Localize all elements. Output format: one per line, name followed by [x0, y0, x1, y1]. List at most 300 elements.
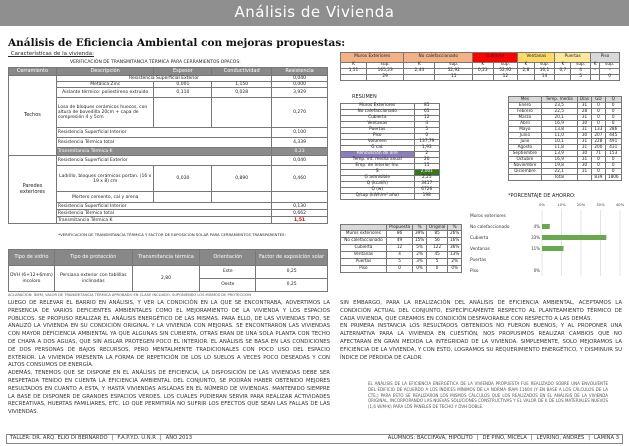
- cell: 0,23: [473, 69, 493, 75]
- savings-bar: [542, 224, 550, 229]
- col-header: Cerramiento: [9, 68, 57, 76]
- cell: 133: [592, 126, 605, 132]
- cell: Enero: [509, 102, 542, 108]
- summary-value: 3417: [414, 182, 439, 188]
- cell: 22,1: [541, 168, 577, 174]
- cell: 2%: [413, 251, 427, 258]
- tick-label: 0%: [538, 202, 546, 207]
- cell: 12: [493, 75, 518, 81]
- cell: 839: [592, 174, 605, 180]
- cell: 16,1: [534, 69, 555, 75]
- data-label: 33%: [531, 235, 540, 240]
- cell: 31: [577, 126, 592, 132]
- glazing-note: ACLARACIÓN: ÍDEM, VALOR DE TRANSMITANCIA TÉRMICA APROBADO EN CLASE INCLUIDO, SUPONIENDO LOS MISMOS DE PROTECCIÓN: [8, 293, 252, 297]
- category-label: Cubierta: [470, 236, 489, 241]
- cell: 1806: [605, 174, 621, 180]
- summary-row: [341, 194, 440, 200]
- row-desc: Resistencia Superficial Interior: [56, 128, 271, 138]
- summary-label: G admisible: [341, 176, 415, 182]
- cell: 0: [605, 114, 621, 120]
- summary-value: 15: [414, 164, 439, 170]
- table-row: [9, 203, 328, 210]
- row-cond: 0,028: [212, 88, 272, 98]
- cell: Total: [541, 174, 577, 180]
- cell: 39%: [413, 230, 427, 237]
- summary-label: G cal.: [341, 146, 415, 152]
- col-header: %: [413, 225, 427, 231]
- paragraph: EN PRIMERA INSTANCIA LOS RESULTADOS OBTENIDOS NO FUERON BUENOS, Y AL PROPONER UNA ALTERNATIVA PARA LA VIVIENDA EN CUESTIÓN, NOS PROPUSIMOS REALIZAR CAMBIOS QUE NO AFECTARAN EN GRAN MEDIDA LA INTEGRIDAD DE LA VIVIENDA. SIMPLEMENTE, SOLO MEJORAMOS LA EFICIENCIA DE LA VIVIENDA, Y CON ESTO, LOGRAMOS SU REQUERIMIENTO ENERGÉTICO, Y DISMINUIR SU ÍNDICE DE PÉRDIDA DE CALOR.: [340, 323, 622, 361]
- data-label: 4%: [533, 224, 540, 229]
- compare-row: [341, 244, 462, 251]
- cell: 13,8: [541, 126, 577, 132]
- cell: Febrero: [509, 108, 542, 114]
- summary-table: [340, 103, 440, 200]
- body-left: [8, 300, 330, 417]
- row-res: 0,040: [272, 156, 328, 166]
- cell: [577, 174, 592, 180]
- cell: 49: [386, 237, 412, 244]
- cell: Puertas: [341, 258, 387, 265]
- summary-value: 0: [414, 134, 439, 140]
- table-row: [9, 217, 328, 224]
- category-label: Muros exteriores: [470, 214, 506, 219]
- sub-header: sup.: [435, 63, 473, 69]
- materials-group-row: [341, 53, 620, 63]
- row-res: 4,339: [272, 138, 328, 148]
- row-res: 0,662: [272, 210, 328, 217]
- cell: 200: [592, 144, 605, 150]
- tick-label: 30%: [596, 202, 605, 207]
- cell: [518, 75, 534, 81]
- paragraph: LUEGO DE RELEVAR EL BARRIO EN ANÁLISIS, Y VER LA CONDICIÓN EN LA QUE SE ENCONTRABA, ADVERTIMOS LA PRESENCIA DE VARIOS DEFICIENTES AMBIENTALES COMO EL MEJORAMIENTO DE LA VIVIENDA Y LOS ESPACIOS PÚBLICOS. SE PROPUSO REALIZAR EL ANÁLISIS ENERGÉTICO DE LAS MISMAS. PARA ELLO, DE LAS VIVIENDAS TIPO, SE ANALIZÓ LA VIVIENDA EN SU CONDICIÓN ORIGINAL Y LA VIVIENDA CON MEJORAS. SE ENCONTRARON LAS VIVIENDAS CON MAYOR DEFICIENCIA AMBIENTAL YA QUE ALGUNAS SIN CUBIERTA, OTRAS ERAN DE UNA SOLA PLANTA CON TECHO DE CHAPA A DOS AGUAS, QUE SIN AISLAR PROTEGEN POCO EL INTERIOR. EL ANÁLISIS SE BASA EN LAS CONDICIONES DE DOS PERSONAS DE BAJOS RECURSOS, PERO MENTALMENTE TRADICIONALES CON POCO USO DEL ESPACIO EXTERIOR. LA VIVIENDA PRESENTA LA FORMA DE REPETICIÓN DE LOS LO SUELOS A VECES POCO DESEADAS Y CON ALTOS CONSUMOS DE ENERGÍA.: [8, 300, 330, 369]
- cell: 31: [577, 156, 592, 162]
- cell: 445: [605, 132, 621, 138]
- summary-label: Q (kcal/h): [341, 182, 415, 188]
- compare-row: [341, 237, 462, 244]
- summary-label: Q (w): [341, 188, 415, 194]
- summary-value: 20: [414, 158, 439, 164]
- row-esp: 0,001: [154, 82, 212, 88]
- monthly-row: [509, 174, 622, 180]
- summary-value: 198: [414, 194, 439, 200]
- footer: TALLER: DR. ARQ. ELIO DI BERNARDO | F.A.P.Y.D. U.N.R | AÑO 2013 ALUMNOS: BACCIFAVA, HIPÓLITO | DE PINO, MICELA | LEVRINO, ANDRÉS | LÁMINA 3: [6, 434, 623, 444]
- sub-header: sup.: [493, 63, 518, 69]
- cell: 16%: [448, 237, 462, 244]
- sub-header: sup.: [534, 63, 555, 69]
- cell: 85: [426, 230, 447, 237]
- cell: 0: [592, 120, 605, 126]
- table-row: [9, 156, 328, 166]
- row-desc: Metálica Zinc: [56, 82, 154, 88]
- row-esp: 0,030: [154, 166, 212, 192]
- cell: 0: [592, 168, 605, 174]
- col-header: Tipo de protección: [54, 250, 132, 266]
- cell: 0: [386, 265, 412, 272]
- cell: 16,9: [541, 156, 577, 162]
- cell: 13,9: [541, 150, 577, 156]
- cell: 19,8: [541, 162, 577, 168]
- cell: 0: [592, 102, 605, 108]
- summary-value: 2,25: [414, 176, 439, 182]
- cell: 30: [577, 132, 592, 138]
- cell: [590, 75, 599, 81]
- cell: 4: [386, 251, 412, 258]
- summary-label: Q/sup (kWh/m² año): [341, 194, 415, 200]
- table-row: [9, 266, 328, 279]
- summary-label: Piso: [341, 134, 415, 140]
- cell: 0: [605, 168, 621, 174]
- cell: 228: [592, 138, 605, 144]
- cell: 30: [577, 150, 592, 156]
- thermal-k: 2,80: [132, 266, 200, 292]
- summary-label: Temp. int. media anual: [341, 158, 415, 164]
- right-note: EL ANÁLISIS DE LA EFICIENCIA ENERGÉTICA DE LA VIVIENDA PROPUESTA FUE REALIZADO SOBRE UNA ENVOLVENTE DEL EDIFICIO DE ACUERDO A LOS ÍNDICES MÍNIMOS DE LA NORMA IRAM 11604 (Y EN BASE A LOS CÁLCULOS DE LA CTE.) PARA ESTO SE REALIZARON LOS MISMOS CÁLCULOS QUE LOS REALIZADOS EN EL ANÁLISIS DE LA VIVIENDA ORIGINAL, INCORPORANDO LAS NUEVAS SOLUCIONES CONSTRUCTIVAS Y EL VALOR DE K DE LOS MATERIALES NUEVOS (1,6 W/M²K) PARA LOS PANELES DE TECHO Y DVH DOBLE.: [368, 381, 608, 410]
- cell: –: [590, 69, 599, 75]
- data-label: 11%: [531, 246, 540, 251]
- cell: Cubierta: [341, 244, 387, 251]
- cell: 30: [577, 120, 592, 126]
- cell: 0: [592, 114, 605, 120]
- compare-row: [341, 265, 462, 272]
- table-row: [9, 88, 328, 98]
- col-header: %: [448, 225, 462, 231]
- savings-chart: [470, 200, 623, 282]
- cell: 0: [605, 102, 621, 108]
- cell: 286: [605, 126, 621, 132]
- cell: 0: [605, 156, 621, 162]
- col-header: Mes: [509, 97, 542, 103]
- summary-label: S: [341, 170, 415, 176]
- cell: 0: [605, 108, 621, 114]
- cell: 52,92: [435, 69, 473, 75]
- category-label: No calefaccionado: [470, 225, 510, 230]
- footer-taller: TALLER: DR. ARQ. ELIO DI BERNARDO: [10, 435, 108, 442]
- col-header: Días: [577, 97, 592, 103]
- cell: Mayo: [509, 126, 542, 132]
- cell: Muros exteriores: [341, 230, 387, 237]
- footer-alumnos: LEVRINO, ANDRÉS: [536, 435, 585, 442]
- monthly-table: [508, 96, 622, 181]
- cell: 28: [577, 108, 592, 114]
- footer-fapyd: F.A.P.Y.D. U.N.R: [117, 435, 156, 442]
- solar-factor: 0,25: [256, 266, 328, 279]
- cell: 2,44: [404, 69, 435, 75]
- row-desc: Aislante térmico: poliestireno extruido: [56, 88, 154, 98]
- cell: 491: [605, 138, 621, 144]
- group-header: Piso: [590, 53, 619, 63]
- cell: 16,9: [541, 120, 577, 126]
- techos-label: Techos: [9, 76, 57, 156]
- summary-label: Ventanas: [341, 122, 415, 128]
- summary-value: 85: [414, 104, 439, 110]
- row-desc: Resistencia Superficial Interior: [56, 203, 271, 210]
- row-res: 1,51: [272, 217, 328, 224]
- cell: 5%: [413, 244, 427, 251]
- col-header: Propuesta: [386, 225, 412, 231]
- materials-row: [341, 75, 620, 81]
- cell: 23,5: [541, 102, 577, 108]
- summary-label: Muros Exteriores: [341, 104, 415, 110]
- cell: Octubre: [509, 156, 542, 162]
- col-header: Temp. media: [541, 97, 577, 103]
- solar-factor: 0,25: [256, 279, 328, 292]
- row-res: 0,130: [272, 203, 328, 210]
- category-label: Puertas: [470, 258, 487, 263]
- compare-row: [341, 230, 462, 237]
- cell: 0: [592, 162, 605, 168]
- summary-title: RESUMEN: [352, 94, 377, 100]
- orientation: Este: [200, 266, 256, 279]
- cell: 56: [426, 237, 447, 244]
- summary-value: 4: [414, 122, 439, 128]
- paragraph: SIN EMBARGO, PARA LA REALIZACIÓN DEL ANÁLISIS DE EFICIENCIA AMBIENTAL, ACEPTAMOS LA CONDICIÓN ACTUAL DEL CONJUNTO, ESPECÍFICAMENTE RESPECTO AL PLANTEAMIENTO TÉRMICO DE CADA VIVIENDA, QUE CREAMOS EN CONDICIÓN DESFAVORABLE CON RESPECTO A LAS DEMÁS.: [340, 300, 622, 322]
- tick-label: 20%: [576, 202, 586, 207]
- body-right: [340, 300, 622, 362]
- group-header: Muros Exteriores: [341, 53, 404, 63]
- cell: [341, 75, 367, 81]
- materials-table: [340, 52, 620, 81]
- row-res: 0,23: [272, 148, 328, 156]
- row-cond: [212, 192, 272, 203]
- cell: [404, 75, 435, 81]
- cell: 5: [386, 258, 412, 265]
- cell: Marzo: [509, 114, 542, 120]
- row-res: 0,100: [272, 128, 328, 138]
- cell: Junio: [509, 132, 542, 138]
- cell: 165,23: [367, 69, 404, 75]
- row-desc: Mortero cemento, cal y arena: [56, 192, 154, 203]
- page-title: Análisis de Vivienda: [234, 3, 395, 22]
- cell: 15: [435, 75, 473, 81]
- cell: Diciembre: [509, 168, 542, 174]
- sub-header: K: [473, 63, 493, 69]
- cell: 0: [592, 156, 605, 162]
- col-header: GD: [592, 97, 605, 103]
- cell: 0: [605, 120, 621, 126]
- row-cond: 1,150: [212, 82, 272, 88]
- summary-value: 6726: [414, 188, 439, 194]
- table-row: [9, 98, 328, 128]
- row-res: 0,270: [272, 98, 328, 128]
- col-header: Transmitancia térmica: [132, 250, 200, 266]
- col-header: Conductividad: [212, 68, 272, 76]
- summary-value: 5: [414, 128, 439, 134]
- cell: 52,92: [493, 69, 518, 75]
- col-header: Resistencia: [272, 68, 328, 76]
- sub-header: K: [341, 63, 367, 69]
- cell: 0%: [448, 265, 462, 272]
- row-res: 0,000: [272, 82, 328, 88]
- table-row: [9, 210, 328, 217]
- cell: 207: [592, 132, 605, 138]
- summary-value: 12: [414, 116, 439, 122]
- cell: 3%: [413, 258, 427, 265]
- cell: 31: [577, 102, 592, 108]
- row-desc: Transmitancia Térmica K: [56, 148, 271, 156]
- sub-header: K: [590, 63, 599, 69]
- col-header: Espesor: [154, 68, 212, 76]
- cell: 86: [386, 230, 412, 237]
- cell: 12: [386, 244, 412, 251]
- cell: 0: [592, 108, 605, 114]
- cell: 14: [534, 75, 555, 81]
- cell: 431: [605, 144, 621, 150]
- header-bar: [0, 0, 629, 26]
- summary-label: Renovación de aire: [341, 152, 415, 158]
- summary-label: Cubierta: [341, 116, 415, 122]
- row-res: 0,040: [272, 76, 328, 82]
- sub-header: sup.: [600, 63, 620, 69]
- glazing-caption: *VERIFICACIÓN DE TRANSMITANCIA TÉRMICA Y FACTOR DE EXPOSICIÓN SOLAR PARA CERRAMIENTOS TRANSPARENTES:: [58, 232, 286, 237]
- row-res: 0,460: [272, 166, 328, 192]
- cell: No calefaccionado: [341, 237, 387, 244]
- cell: 2,8: [518, 69, 534, 75]
- savings-bar: [542, 246, 563, 251]
- paragraph: ADEMÁS, TENEMOS QUE SE DISPONE EN EL ANÁLISIS DE EFICIENCIA, LA DISPOSICIÓN DE LAS VIVIENDAS DEBE SER RESPETADA TENIDO EN CUENTA LA EFICIENCIA AMBIENTAL DEL CONJUNTO, SE PODRÁN HABER OBTENIDO MEJORES RESULTADOS EN CUANTO A ESTA, Y HASTA VIVIENDAS AISLADAS EN EL NÚMERO DE VIVIENDAS. MANTENIDO SIEMPRE LA BASE DE DISPONER DE GRANDES ESPACIOS VERDES. LOS CUALES PUDIERAN SERVIR PARA REALIZAR ACTIVIDADES RECREATIVAS, HUERTAS FAMILIARES, ETC. LO QUE PERMITIRÍA NO SUFRIR LOS EFECTOS QUE SEAN LAS FALLAS DE LAS VIVIENDAS.: [8, 370, 330, 416]
- cell: 26%: [448, 230, 462, 237]
- section-subtitle: _Características de la vivienda:: [8, 51, 94, 57]
- row-desc: Resistencia Térmica total: [56, 138, 271, 148]
- table-row: [9, 138, 328, 148]
- cell: 31: [577, 168, 592, 174]
- cell: 31: [577, 114, 592, 120]
- cell: 5: [426, 258, 447, 265]
- row-esp: 0,110: [154, 88, 212, 98]
- summary-value: 137,79: [414, 140, 439, 146]
- cell: [509, 174, 542, 180]
- paredes-label: Paredes exteriores: [9, 156, 57, 224]
- footer-year: AÑO 2013: [165, 435, 193, 442]
- table-row: [9, 148, 328, 156]
- cell: 5: [571, 75, 591, 81]
- col-header: Orientación: [200, 250, 256, 266]
- cell: 0%: [413, 265, 427, 272]
- cell: 20,1: [541, 114, 577, 120]
- category-label: Ventanas: [470, 247, 490, 252]
- row-desc: Ladrillo, bloques cerámicos portan. (16 x 19 x 8) cm: [56, 166, 154, 192]
- footer-alumnos: ALUMNOS: BACCIFAVA, HIPÓLITO: [387, 435, 473, 442]
- cell: [555, 75, 571, 81]
- data-label: 0%: [533, 268, 540, 273]
- cell: 11,0: [541, 132, 577, 138]
- row-desc: Transmitancia Térmica K: [56, 217, 271, 224]
- compare-row: [341, 258, 462, 265]
- cell: 45: [426, 251, 447, 258]
- cell: 36%: [448, 244, 462, 251]
- row-cond: [212, 98, 272, 128]
- category-label: Piso: [470, 269, 479, 274]
- cell: 0: [426, 265, 447, 272]
- cell: Ventanas: [341, 251, 387, 258]
- row-res: 3,929: [272, 88, 328, 98]
- cell: –: [600, 69, 620, 75]
- compare-row: [341, 251, 462, 258]
- glass-type: DVH (6+12+6mm) incoloro: [9, 266, 55, 292]
- cell: Julio: [509, 138, 542, 144]
- col-header: Descripción: [56, 68, 154, 76]
- row-desc: Resistencia Térmica total: [56, 210, 271, 217]
- cell: 0,7: [555, 69, 571, 75]
- cell: Agosto: [509, 144, 542, 150]
- tick-label: 40%: [615, 202, 625, 207]
- savings-title: *PORCENTAJE DE AHORRO:: [508, 193, 576, 199]
- cell: 15%: [413, 237, 427, 244]
- footer-lamina: LÁMINA 3: [594, 435, 619, 442]
- row-desc: Resistencia Superficial Exterior: [56, 156, 271, 166]
- summary-value: 2,001: [414, 170, 439, 176]
- opaque-caption: VERIFICACIÓN DE TRANSMITANCIA TÉRMICA PARA CERRAMIENTOS OPACOS:: [70, 60, 241, 65]
- savings-bar: [542, 235, 606, 240]
- opaque-table: [8, 67, 328, 224]
- cell: Piso: [341, 265, 387, 272]
- table-row: [9, 128, 328, 138]
- section-title: Análisis de Eficiencia Ambiental con mejoras propuestas:: [8, 37, 346, 49]
- cell: 71: [592, 150, 605, 156]
- cell: 31: [577, 138, 592, 144]
- cell: 0: [605, 162, 621, 168]
- cell: 153: [605, 150, 621, 156]
- protection-type: Persiana exterior con tablillas inclinadas: [54, 266, 132, 292]
- cell: 29: [367, 75, 404, 81]
- sub-header: K: [555, 63, 571, 69]
- summary-value: 1,93: [414, 146, 439, 152]
- col-header: Q: [605, 97, 621, 103]
- row-desc: Losa de bloques cerámicos huecos, con altura de bovedilla 20cm + capa de compresión 4 y 5cm: [56, 98, 154, 128]
- cell: 4: [571, 69, 591, 75]
- footer-alumnos: DE PINO, MICELA: [482, 435, 527, 442]
- group-header: Ventanas: [518, 53, 555, 63]
- sub-header: K: [404, 63, 435, 69]
- table-row: [9, 166, 328, 192]
- summary-label: Emp. de Interior Inv.: [341, 164, 415, 170]
- row-res: [272, 192, 328, 203]
- summary-value: 2: [414, 152, 439, 158]
- table-row: [9, 192, 328, 203]
- cell: Noviembre: [509, 162, 542, 168]
- sub-header: K: [518, 63, 534, 69]
- cell: Septiembre: [509, 150, 542, 156]
- col-header: Factor de exposición solar: [256, 250, 328, 266]
- cell: 30: [577, 162, 592, 168]
- tick-label: 10%: [557, 202, 566, 207]
- summary-label: No calefaccionado: [341, 110, 415, 116]
- summary-value: 65: [414, 110, 439, 116]
- row-cond: 0,890: [212, 166, 272, 192]
- cell: 122: [426, 244, 447, 251]
- summary-label: Puertas: [341, 128, 415, 134]
- cell: 31: [577, 144, 592, 150]
- glazing-header-row: [9, 250, 328, 266]
- cell: 2%: [448, 258, 462, 265]
- sub-header: sup.: [367, 63, 404, 69]
- group-header: No calefaccionado: [404, 53, 473, 63]
- glazing-table: [8, 249, 328, 292]
- orientation: Oeste: [200, 279, 256, 292]
- group-header: Cubierta: [473, 53, 518, 63]
- sub-header: sup.: [571, 63, 591, 69]
- cell: Abril: [509, 120, 542, 126]
- opaque-header-row: [9, 68, 328, 76]
- cell: [473, 75, 493, 81]
- col-header: Original: [426, 225, 447, 231]
- summary-label: Volumen: [341, 140, 415, 146]
- cell: 22,5: [541, 108, 577, 114]
- row-esp: [154, 192, 212, 203]
- cell: 0: [600, 75, 620, 81]
- col-header: Tipo de vidrio: [9, 250, 55, 266]
- cell: 10,1: [541, 138, 577, 144]
- row-esp: [154, 98, 212, 128]
